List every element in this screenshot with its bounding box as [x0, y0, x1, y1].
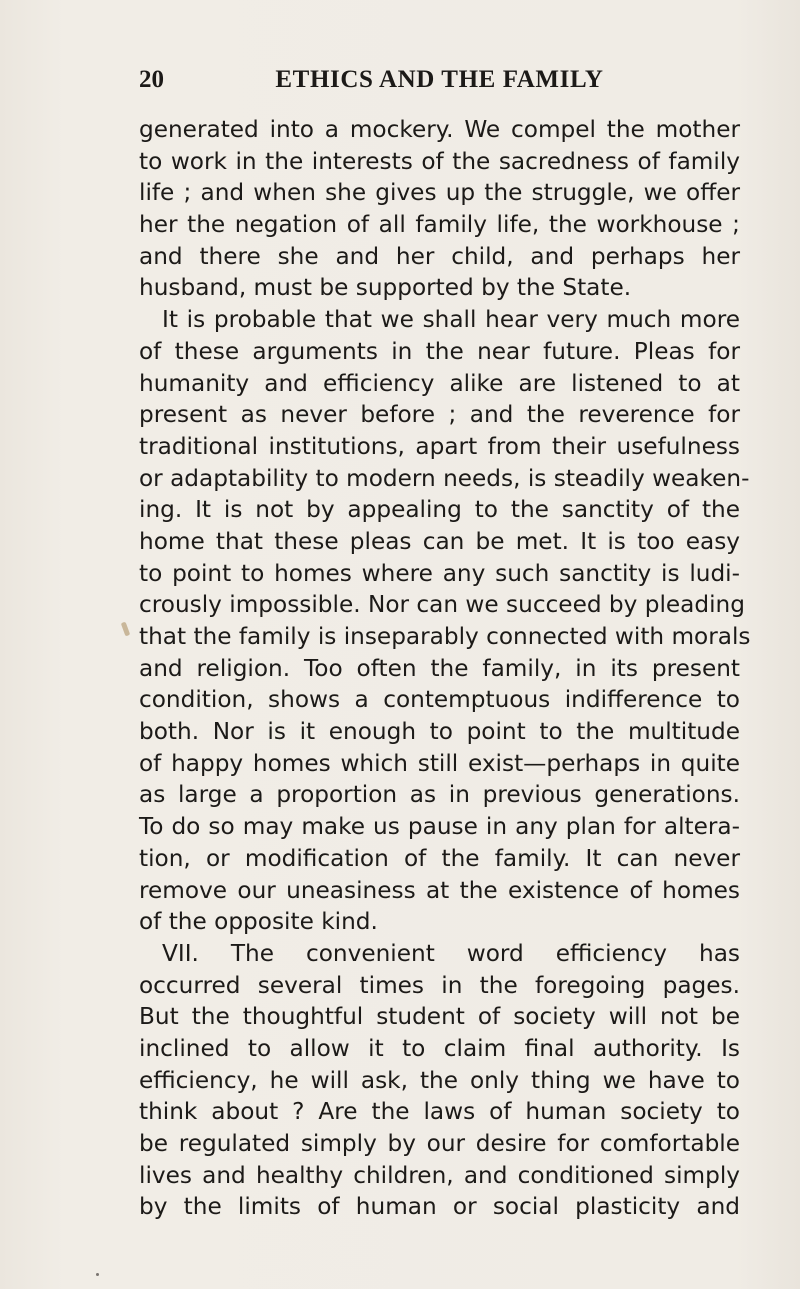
paper-speck — [96, 1273, 99, 1276]
text-line: generated into a mockery. We compel the mother — [139, 116, 740, 143]
text-line: It is probable that we shall hear very much more — [162, 306, 740, 334]
text-line: But the thoughtful student of society will not be — [139, 1003, 740, 1031]
text-line: or adaptability to modern needs, is steadily weaken- — [139, 464, 750, 492]
text-line: by the limits of human or social plasticity and — [139, 1193, 740, 1221]
margin-mark — [121, 622, 130, 637]
text-line: efficiency, he will ask, the only thing we have to — [139, 1066, 740, 1094]
text-line: home that these pleas can be met. It is too easy — [139, 527, 740, 555]
text-line: tion, or modification of the family. It can never — [139, 844, 740, 872]
text-line: husband, must be supported by the State. — [139, 274, 632, 302]
text-line: of the opposite kind. — [139, 908, 378, 936]
page-header — [139, 64, 740, 96]
text-line: that the family is inseparably connected with morals — [139, 623, 751, 650]
text-line: condition, shows a contemptuous indifference to — [139, 686, 740, 714]
text-line: lives and healthy children, and conditioned simply — [139, 1161, 740, 1189]
text-line: be regulated simply by our desire for comfortable — [139, 1130, 740, 1157]
text-line: both. Nor is it enough to point to the multitude — [139, 718, 740, 746]
text-line: and there she and her child, and perhaps her — [139, 242, 740, 270]
text-line: remove our uneasiness at the existence of homes — [139, 876, 740, 904]
body-text — [139, 114, 751, 1223]
text-line: ing. It is not by appealing to the sanctity of the — [139, 496, 740, 524]
text-line: of these arguments in the near future. Pleas for — [139, 337, 740, 365]
text-line: crously impossible. Nor can we succeed by pleading — [139, 591, 745, 619]
text-line: to work in the interests of the sacredness of family — [139, 147, 740, 175]
text-line: life ; and when she gives up the struggle, we offer — [139, 179, 740, 207]
text-line: and religion. Too often the family, in its present — [139, 654, 740, 682]
text-line: think about ? Are the laws of human society to — [139, 1098, 740, 1126]
text-line: traditional institutions, apart from their usefulness — [139, 432, 740, 460]
text-line: To do so may make us pause in any plan for altera- — [139, 813, 740, 841]
text-line: as large a proportion as in previous generations. — [139, 781, 740, 809]
text-line: inclined to allow it to claim final authority. Is — [139, 1034, 740, 1062]
page-number: 20 — [139, 66, 164, 93]
text-line: of happy homes which still exist—perhaps in quite — [139, 749, 740, 777]
text-line: occurred several times in the foregoing pages. — [139, 971, 740, 999]
text-line: her the negation of all family life, the workhouse ; — [139, 211, 740, 239]
text-line: present as never before ; and the reverence for — [139, 401, 740, 429]
text-line: VII. The convenient word efficiency has — [162, 939, 740, 967]
text-line: humanity and efficiency alike are listened to at — [139, 369, 740, 397]
text-line: to point to homes where any such sanctity is ludi- — [139, 559, 740, 587]
running-head: ETHICS AND THE FAMILY — [275, 66, 604, 93]
